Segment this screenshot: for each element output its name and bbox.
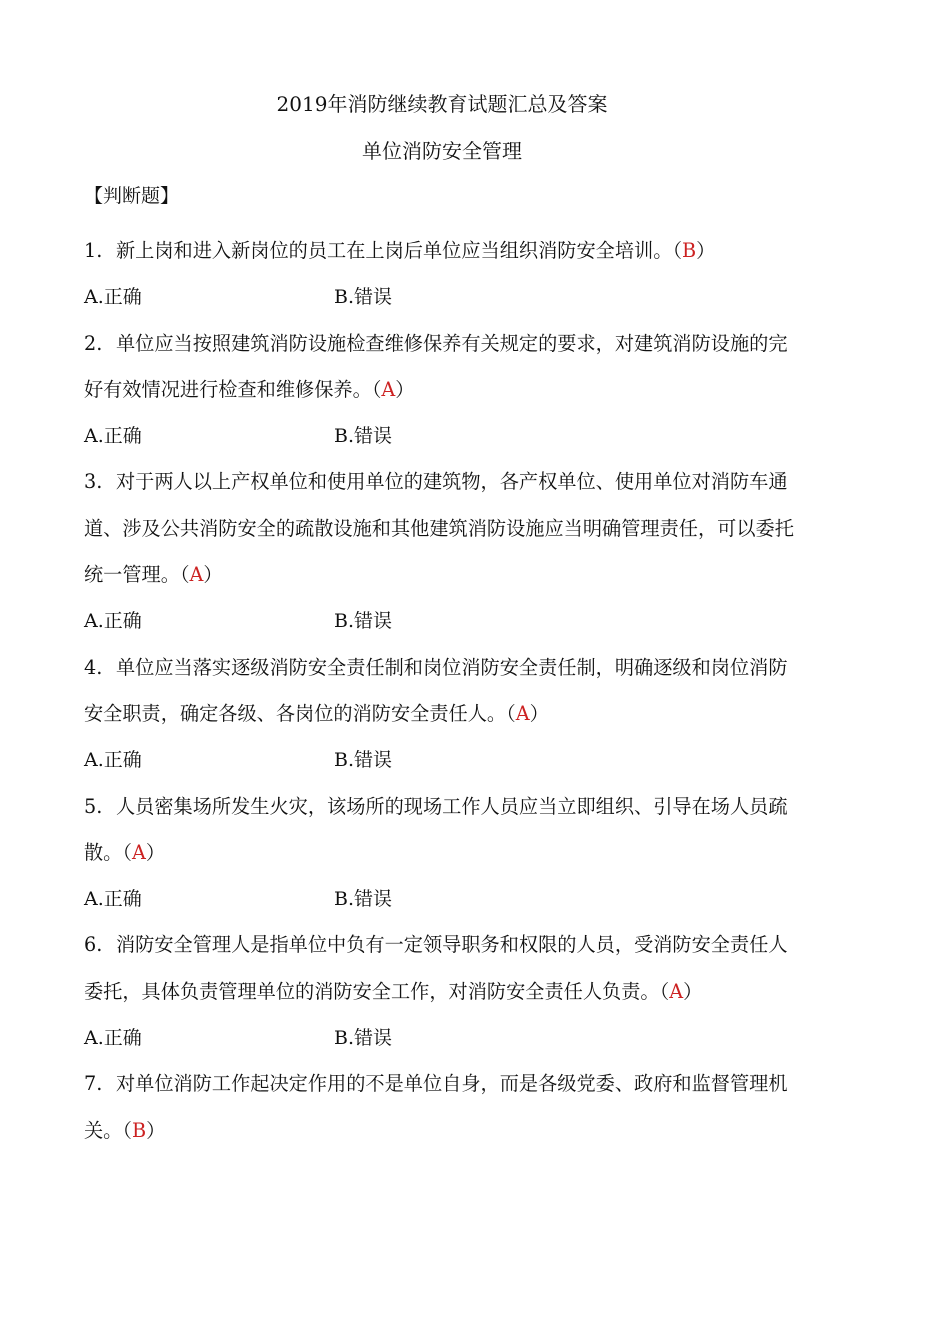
answer-options (84, 274, 804, 320)
option-b: B.错误 (334, 888, 393, 911)
question-number: 6. (84, 933, 103, 957)
question-3 (84, 459, 804, 644)
question-6 (84, 922, 804, 1061)
answer-key: A (189, 563, 204, 587)
document-subtitle: 单位消防安全管理 (362, 139, 522, 163)
answer-open: （ (122, 840, 132, 864)
question-body: 消防安全管理人是指单位中负有一定领导职务和权限的人员，受消防安全责任人委托，具体负责管理单位的消防安全工作，对消防安全责任人负责。 (84, 933, 788, 1003)
answer-close: ） (395, 377, 415, 401)
question-text (84, 459, 804, 598)
answer-close: ） (683, 979, 703, 1003)
question-body: 单位应当按照建筑消防设施检查维修保养有关规定的要求，对建筑消防设施的完好有效情况进行检查和维修保养。 (84, 331, 788, 401)
question-body: 人员密集场所发生火灾，该场所的现场工作人员应当立即组织、引导在场人员疏散。 (84, 794, 788, 864)
answer-options (84, 598, 804, 644)
question-text (84, 228, 804, 274)
answer-open: （ (659, 979, 670, 1003)
question-4 (84, 645, 804, 784)
answer-options (84, 1015, 804, 1061)
document-title: 2019年消防继续教育试题汇总及答案 (276, 92, 608, 116)
section-heading: 【判断题】 (84, 185, 180, 207)
answer-close: ） (696, 239, 716, 262)
answer-open: （ (506, 701, 516, 725)
question-body: 对单位消防工作起决定作用的不是单位自身，而是各级党委、政府和监督管理机关。 (84, 1072, 788, 1142)
question-1 (84, 228, 804, 321)
answer-open: （ (371, 377, 382, 401)
answer-open: （ (122, 1118, 132, 1142)
answer-open: （ (672, 239, 683, 262)
option-a: A.正确 (84, 1027, 142, 1050)
option-a: A.正确 (84, 425, 142, 448)
question-text (84, 321, 804, 414)
question-number: 5. (84, 794, 103, 818)
option-a: A.正确 (84, 286, 142, 309)
answer-key: B (131, 1118, 147, 1142)
question-text (84, 784, 804, 877)
answer-key: A (515, 701, 530, 725)
question-text (84, 645, 804, 738)
answer-options (84, 876, 804, 922)
option-b: B.错误 (334, 425, 393, 448)
question-text (84, 922, 804, 1015)
option-b: B.错误 (334, 610, 393, 633)
question-number: 3. (84, 470, 103, 494)
question-5 (84, 784, 804, 923)
option-a: A.正确 (84, 888, 142, 911)
answer-key: A (381, 377, 396, 401)
question-7 (84, 1061, 804, 1154)
answer-key: B (682, 239, 697, 262)
question-body: 单位应当落实逐级消防安全责任制和岗位消防安全责任制，明确逐级和岗位消防安全职责，确定各级、各岗位的消防安全责任人。 (84, 655, 788, 725)
question-body: 新上岗和进入新岗位的员工在上岗后单位应当组织消防安全培训。 (116, 239, 673, 262)
answer-key: A (669, 979, 684, 1003)
answer-close: ） (203, 563, 223, 587)
option-b: B.错误 (334, 749, 393, 772)
answer-close: ） (145, 840, 166, 864)
question-number: 2. (84, 331, 103, 355)
option-a: A.正确 (84, 749, 142, 772)
question-number: 7. (84, 1072, 103, 1096)
question-list (84, 228, 804, 1154)
answer-key: A (131, 840, 146, 864)
question-number: 4. (84, 655, 103, 679)
question-number: 1. (84, 239, 103, 262)
answer-options (84, 413, 804, 459)
option-b: B.错误 (334, 286, 393, 309)
answer-close: ） (146, 1118, 166, 1142)
option-b: B.错误 (334, 1027, 393, 1050)
answer-options (84, 737, 804, 783)
question-2 (84, 321, 804, 460)
answer-open: （ (179, 563, 190, 587)
answer-close: ） (529, 701, 549, 725)
option-a: A.正确 (84, 610, 142, 633)
question-body: 对于两人以上产权单位和使用单位的建筑物，各产权单位、使用单位对消防车通道、涉及公共消防安全的疏散设施和其他建筑消防设施应当明确管理责任，可以委托统一管理。 (84, 470, 794, 587)
question-text (84, 1061, 804, 1154)
